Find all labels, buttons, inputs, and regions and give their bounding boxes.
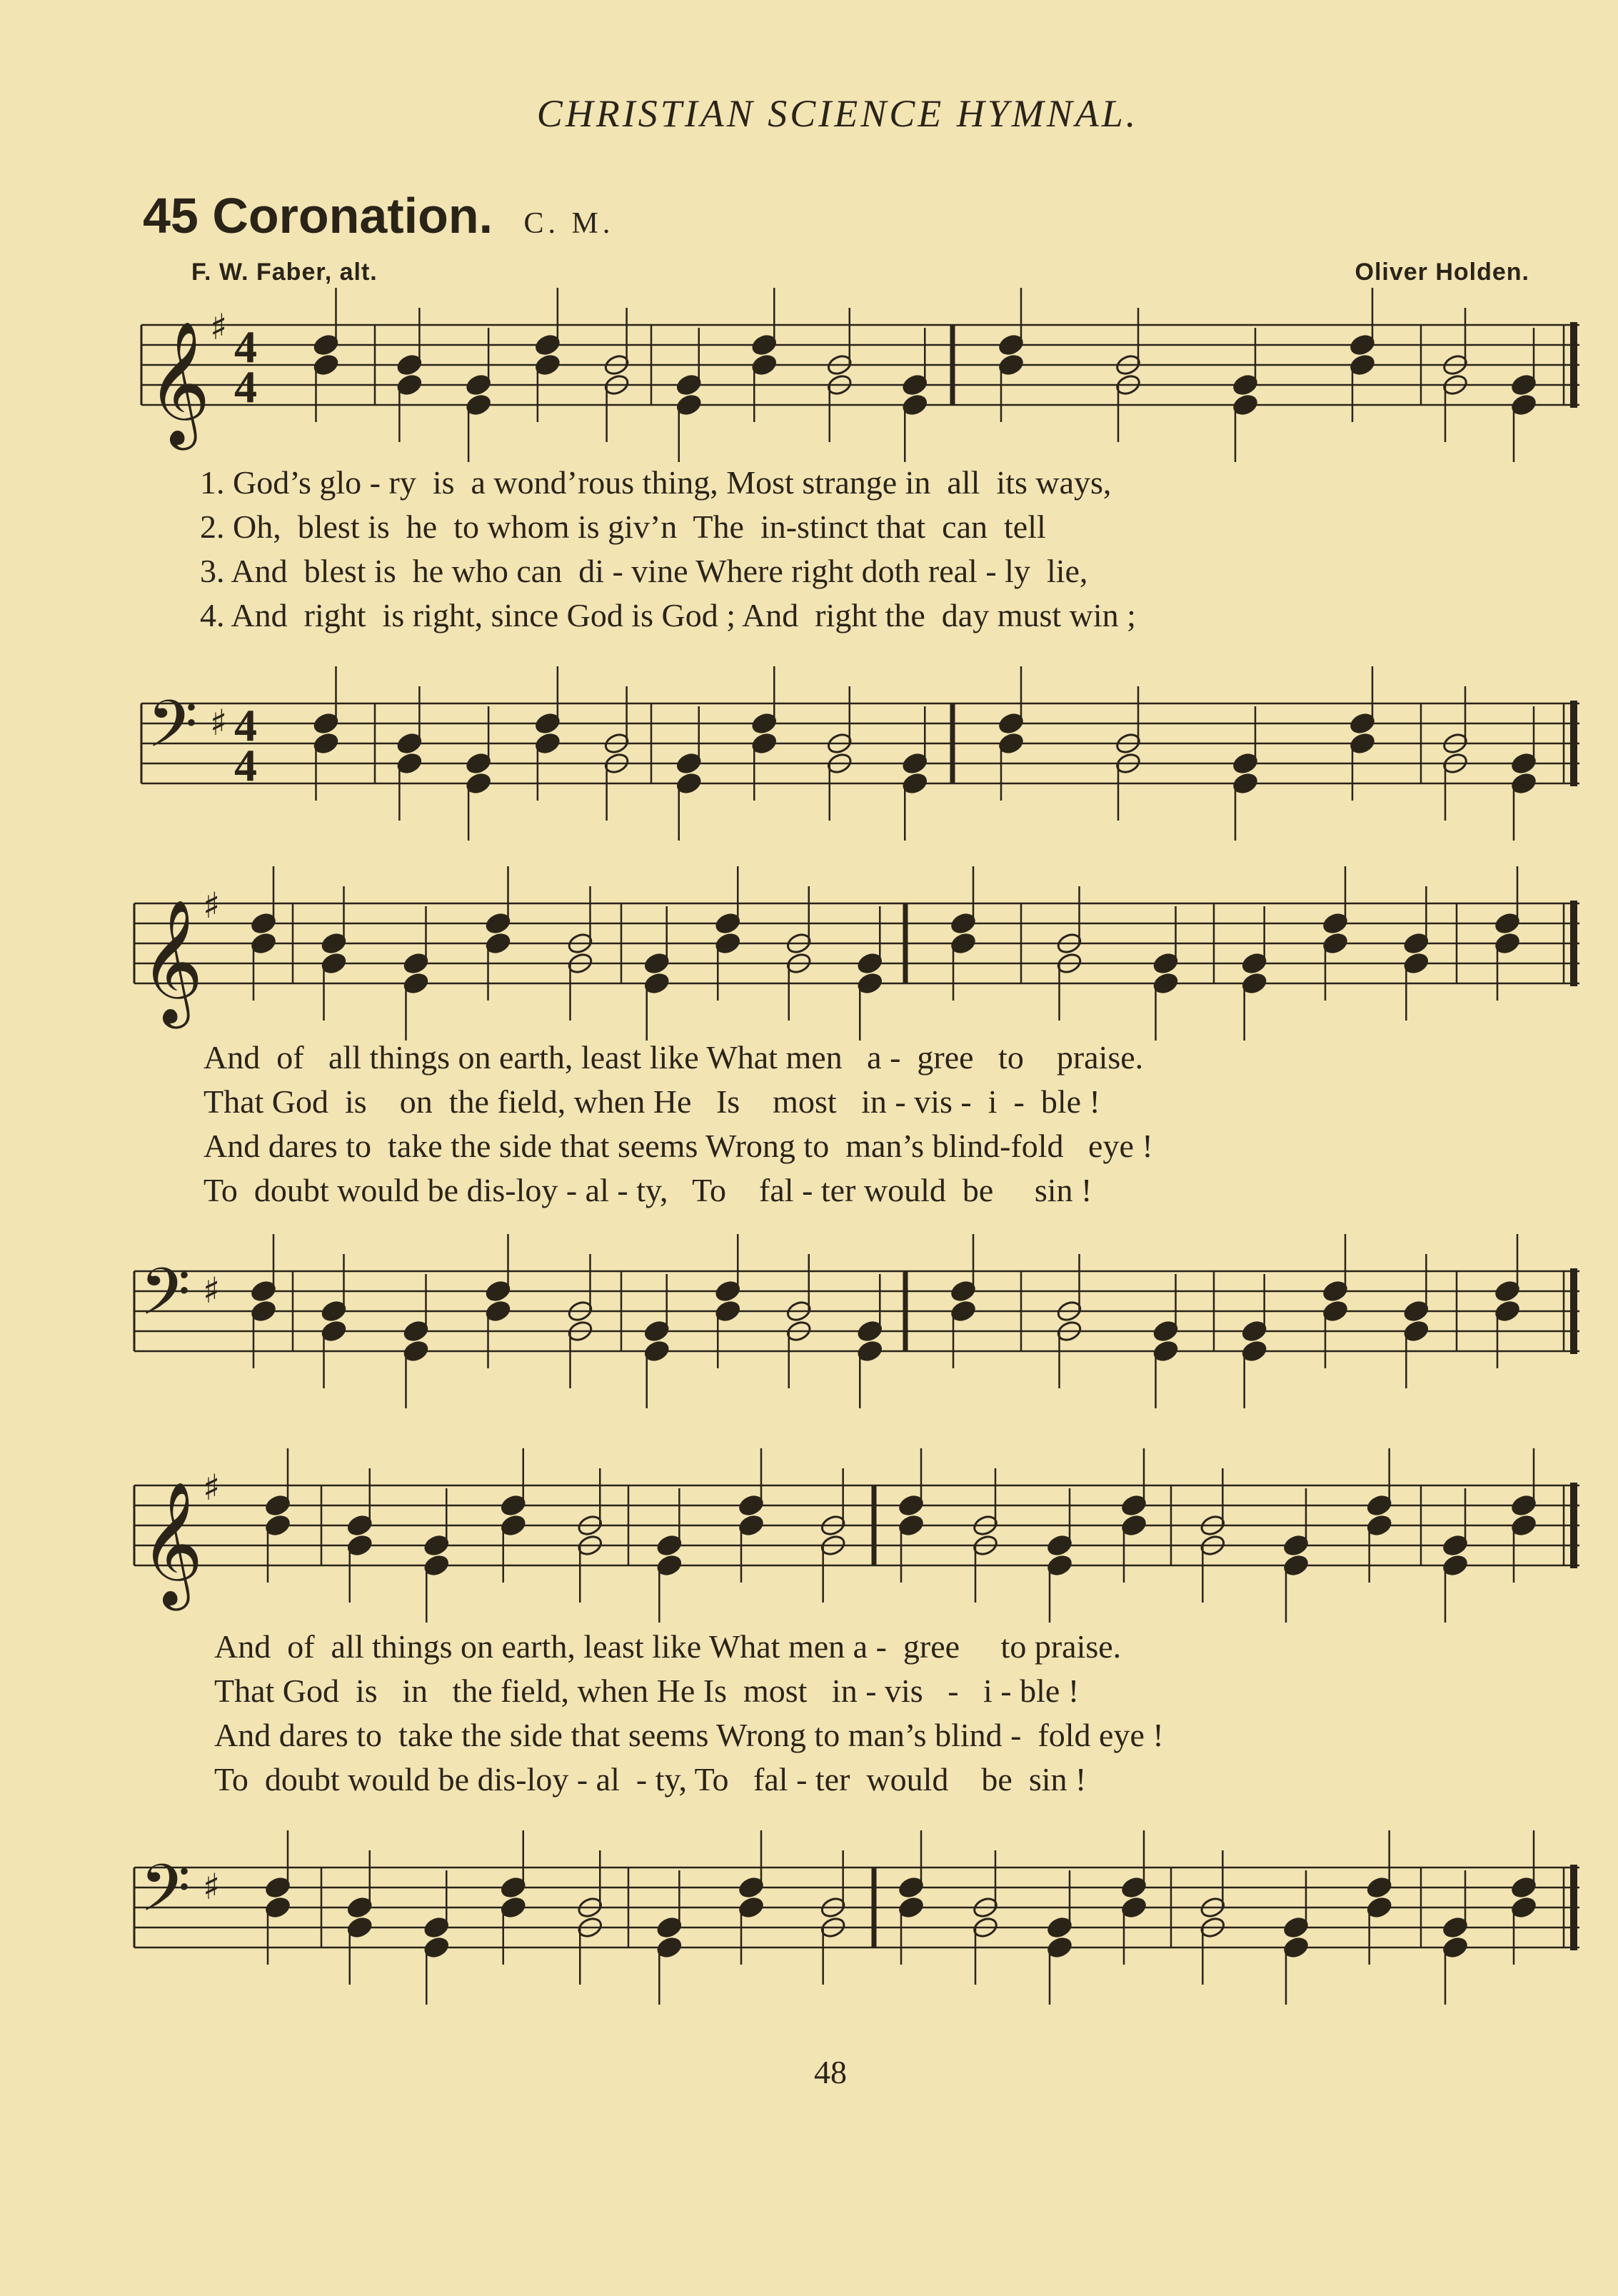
notehead [320, 1299, 347, 1323]
notehead [320, 951, 347, 975]
notehead [423, 1935, 450, 1959]
notehead [484, 931, 511, 955]
notehead [820, 1915, 847, 1939]
notehead [576, 1513, 603, 1537]
notehead [785, 951, 813, 975]
notehead [312, 711, 339, 735]
treble-clef-icon: 𝄞 [147, 321, 211, 445]
notehead [998, 731, 1025, 755]
notehead [1120, 1895, 1147, 1919]
notehead [1366, 1875, 1393, 1899]
notehead [972, 1915, 999, 1939]
notehead [643, 1339, 670, 1363]
notehead [1115, 731, 1142, 755]
notehead [655, 1533, 683, 1557]
notehead [1510, 393, 1537, 416]
notehead [312, 731, 339, 755]
notehead [396, 751, 423, 775]
notehead [1055, 1319, 1082, 1343]
tune-name: Coronation. [212, 188, 493, 244]
notehead [465, 751, 492, 775]
notehead [901, 373, 928, 396]
notehead [1115, 353, 1142, 376]
notehead [1366, 1895, 1393, 1919]
notehead [750, 711, 778, 735]
notehead [1152, 971, 1179, 995]
notehead [500, 1895, 527, 1919]
notehead [901, 771, 928, 795]
notehead [465, 373, 492, 396]
notehead [1402, 1299, 1429, 1323]
notehead [346, 1915, 373, 1939]
time-signature-digit: 4 [234, 361, 257, 412]
notehead [320, 1319, 347, 1343]
notehead [856, 1339, 883, 1363]
notehead [820, 1895, 847, 1919]
notehead [346, 1533, 373, 1557]
notehead [1494, 911, 1521, 935]
notehead [250, 931, 277, 955]
notehead [1199, 1533, 1226, 1557]
notehead [402, 1319, 429, 1343]
bass-clef-icon: 𝄢 [140, 1254, 191, 1345]
notehead [1402, 951, 1429, 975]
treble-clef-icon: 𝄞 [140, 1481, 203, 1605]
notehead [1442, 1915, 1469, 1939]
notehead [1349, 711, 1376, 735]
notehead [1494, 931, 1521, 955]
lyric-line: 1. God’s glo - ry is a wond’rous thing, Most strange in all its ways, [200, 464, 1112, 501]
notehead [1510, 373, 1537, 396]
notehead [972, 1895, 999, 1919]
notehead [643, 971, 670, 995]
notehead [534, 333, 561, 356]
sharp-key-signature-icon: ♯ [210, 702, 228, 743]
notehead [750, 333, 778, 356]
notehead [1349, 353, 1376, 376]
notehead [898, 1493, 925, 1517]
notehead [534, 711, 561, 735]
notehead [264, 1493, 291, 1517]
notehead [950, 931, 977, 955]
notehead [1494, 1299, 1521, 1323]
notehead [250, 1299, 277, 1323]
lyric-line: 2. Oh, blest is he to whom is giv’n The in-stinct that can tell [200, 508, 1046, 545]
notehead [1152, 951, 1179, 975]
notehead [576, 1533, 603, 1557]
time-signature-digit: 4 [234, 740, 257, 791]
notehead [1046, 1915, 1073, 1939]
notehead [1510, 1493, 1537, 1517]
notehead [1442, 1935, 1469, 1959]
notehead [603, 751, 630, 775]
notehead [346, 1513, 373, 1537]
notehead [901, 751, 928, 775]
sharp-key-signature-icon: ♯ [203, 1270, 221, 1311]
notehead [1120, 1513, 1147, 1537]
notehead [396, 353, 423, 376]
notehead [320, 931, 347, 955]
notehead [566, 1299, 593, 1323]
notehead [714, 1299, 741, 1323]
notehead [402, 1339, 429, 1363]
notehead [1232, 771, 1259, 795]
notehead [1232, 373, 1259, 396]
notehead [826, 731, 853, 755]
notehead [785, 931, 813, 955]
sharp-key-signature-icon: ♯ [210, 306, 228, 348]
notehead [346, 1895, 373, 1919]
notehead [901, 393, 928, 416]
notehead [738, 1493, 765, 1517]
lyric-line: 3. And blest is he who can di - vine Where right doth real - ly lie, [200, 553, 1088, 589]
notehead [972, 1513, 999, 1537]
lyric-line: And dares to take the side that seems Wrong to man’s blind - fold eye ! [214, 1717, 1164, 1753]
notehead [1199, 1915, 1226, 1939]
notehead [1510, 771, 1537, 795]
treble-clef-icon: 𝄞 [140, 899, 203, 1023]
notehead [738, 1895, 765, 1919]
notehead [1322, 931, 1349, 955]
notehead [898, 1513, 925, 1537]
notehead [675, 393, 703, 416]
notehead [998, 333, 1025, 356]
notehead [1282, 1935, 1310, 1959]
notehead [1442, 1533, 1469, 1557]
notehead [1241, 1339, 1268, 1363]
notehead [423, 1915, 450, 1939]
sharp-key-signature-icon: ♯ [203, 1866, 221, 1908]
notehead [1232, 751, 1259, 775]
notehead [1055, 951, 1082, 975]
notehead [856, 951, 883, 975]
notehead [1442, 373, 1469, 396]
notehead [1442, 353, 1469, 376]
notehead [714, 911, 741, 935]
notehead [603, 731, 630, 755]
notehead [750, 353, 778, 376]
notehead [1115, 751, 1142, 775]
notehead [655, 1915, 683, 1939]
notehead [950, 1279, 977, 1303]
lyric-line: 4. And right is right, since God is God ; And right the day must win ; [200, 597, 1136, 633]
notehead [1046, 1553, 1073, 1577]
notehead [1442, 1553, 1469, 1577]
notehead [264, 1513, 291, 1537]
bass-clef-icon: 𝄢 [140, 1850, 191, 1942]
hymn-heading [143, 187, 614, 244]
notehead [465, 771, 492, 795]
notehead [264, 1875, 291, 1899]
notehead [714, 931, 741, 955]
notehead [484, 1299, 511, 1323]
notehead [1366, 1493, 1393, 1517]
notehead [898, 1875, 925, 1899]
running-title: CHRISTIAN SCIENCE HYMNAL. [536, 92, 1139, 135]
lyric-line: And of all things on earth, least like What men a - gree to praise. [203, 1039, 1144, 1076]
notehead [750, 731, 778, 755]
notehead [1152, 1319, 1179, 1343]
words-author: F. W. Faber, alt. [191, 259, 378, 286]
notehead [998, 353, 1025, 376]
notehead [534, 731, 561, 755]
notehead [396, 373, 423, 396]
notehead [423, 1553, 450, 1577]
notehead [738, 1513, 765, 1537]
notehead [1241, 1319, 1268, 1343]
notehead [1055, 931, 1082, 955]
notehead [500, 1493, 527, 1517]
notehead [998, 711, 1025, 735]
notehead [500, 1875, 527, 1899]
notehead [675, 373, 703, 396]
notehead [643, 1319, 670, 1343]
notehead [826, 751, 853, 775]
notehead [1366, 1513, 1393, 1537]
bass-clef-icon: 𝄢 [147, 686, 198, 778]
lyric-line: To doubt would be dis-loy - al - ty, To fal - ter would be sin ! [203, 1172, 1092, 1208]
notehead [603, 353, 630, 376]
notehead [1055, 1299, 1082, 1323]
notehead [1046, 1533, 1073, 1557]
music-composer: Oliver Holden. [1355, 259, 1529, 286]
lyrics-block-1 [200, 461, 1136, 638]
notehead [1282, 1553, 1310, 1577]
notehead [714, 1279, 741, 1303]
notehead [1442, 751, 1469, 775]
notehead [1402, 931, 1429, 955]
lyric-line: That God is in the field, when He Is most in - vis - i - ble ! [214, 1673, 1080, 1709]
notehead [1199, 1895, 1226, 1919]
notehead [826, 373, 853, 396]
notehead [675, 751, 703, 775]
meter: C. M. [523, 207, 615, 240]
notehead [500, 1513, 527, 1537]
notehead [402, 971, 429, 995]
notehead [576, 1915, 603, 1939]
notehead [484, 911, 511, 935]
notehead [643, 951, 670, 975]
sharp-key-signature-icon: ♯ [203, 1467, 221, 1508]
notehead [1510, 1875, 1537, 1899]
notehead [785, 1319, 813, 1343]
sharp-key-signature-icon: ♯ [203, 885, 221, 926]
notehead [1322, 911, 1349, 935]
notehead [1322, 1299, 1349, 1323]
notehead [1510, 1895, 1537, 1919]
notehead [655, 1935, 683, 1959]
notehead [738, 1875, 765, 1899]
notehead [250, 1279, 277, 1303]
notehead [264, 1895, 291, 1919]
notehead [950, 911, 977, 935]
notehead [566, 931, 593, 955]
notehead [972, 1533, 999, 1557]
notehead [820, 1513, 847, 1537]
notehead [950, 1299, 977, 1323]
notehead [1402, 1319, 1429, 1343]
notehead [312, 333, 339, 356]
time-signature-digit: 4 [234, 321, 257, 372]
notehead [820, 1533, 847, 1557]
notehead [1282, 1915, 1310, 1939]
notehead [1510, 1513, 1537, 1537]
notehead [312, 353, 339, 376]
notehead [1494, 1279, 1521, 1303]
notehead [826, 353, 853, 376]
lyric-line: And of all things on earth, least like What men a - gree to praise. [214, 1628, 1122, 1665]
notehead [423, 1533, 450, 1557]
notehead [1349, 731, 1376, 755]
notehead [898, 1895, 925, 1919]
notehead [856, 1319, 883, 1343]
notehead [603, 373, 630, 396]
notehead [576, 1895, 603, 1919]
notehead [396, 731, 423, 755]
lyrics-block-2 [203, 1036, 1153, 1213]
page-number: 48 [814, 2054, 847, 2090]
notehead [1442, 731, 1469, 755]
hymn-number: 45 [143, 188, 199, 244]
notehead [465, 393, 492, 416]
notehead [785, 1299, 813, 1323]
notehead [566, 1319, 593, 1343]
notehead [655, 1553, 683, 1577]
lyric-line: To doubt would be dis-loy - al - ty, To fal - ter would be sin ! [214, 1761, 1087, 1798]
lyric-line: That God is on the field, when He Is most in - vis - i - ble ! [203, 1083, 1100, 1120]
notehead [1152, 1339, 1179, 1363]
notehead [566, 951, 593, 975]
notehead [1120, 1875, 1147, 1899]
notehead [402, 951, 429, 975]
notehead [250, 911, 277, 935]
notehead [484, 1279, 511, 1303]
notehead [1241, 971, 1268, 995]
time-signature-digit: 4 [234, 700, 257, 751]
notehead [1232, 393, 1259, 416]
notehead [1282, 1533, 1310, 1557]
notehead [1046, 1935, 1073, 1959]
lyric-line: And dares to take the side that seems Wrong to man’s blind-fold eye ! [203, 1128, 1153, 1164]
notehead [1115, 373, 1142, 396]
notehead [675, 771, 703, 795]
notehead [1120, 1493, 1147, 1517]
notehead [534, 353, 561, 376]
notehead [1322, 1279, 1349, 1303]
notehead [1510, 751, 1537, 775]
notehead [1241, 951, 1268, 975]
notehead [856, 971, 883, 995]
lyrics-block-3 [214, 1625, 1164, 1802]
notehead [1199, 1513, 1226, 1537]
notehead [1349, 333, 1376, 356]
